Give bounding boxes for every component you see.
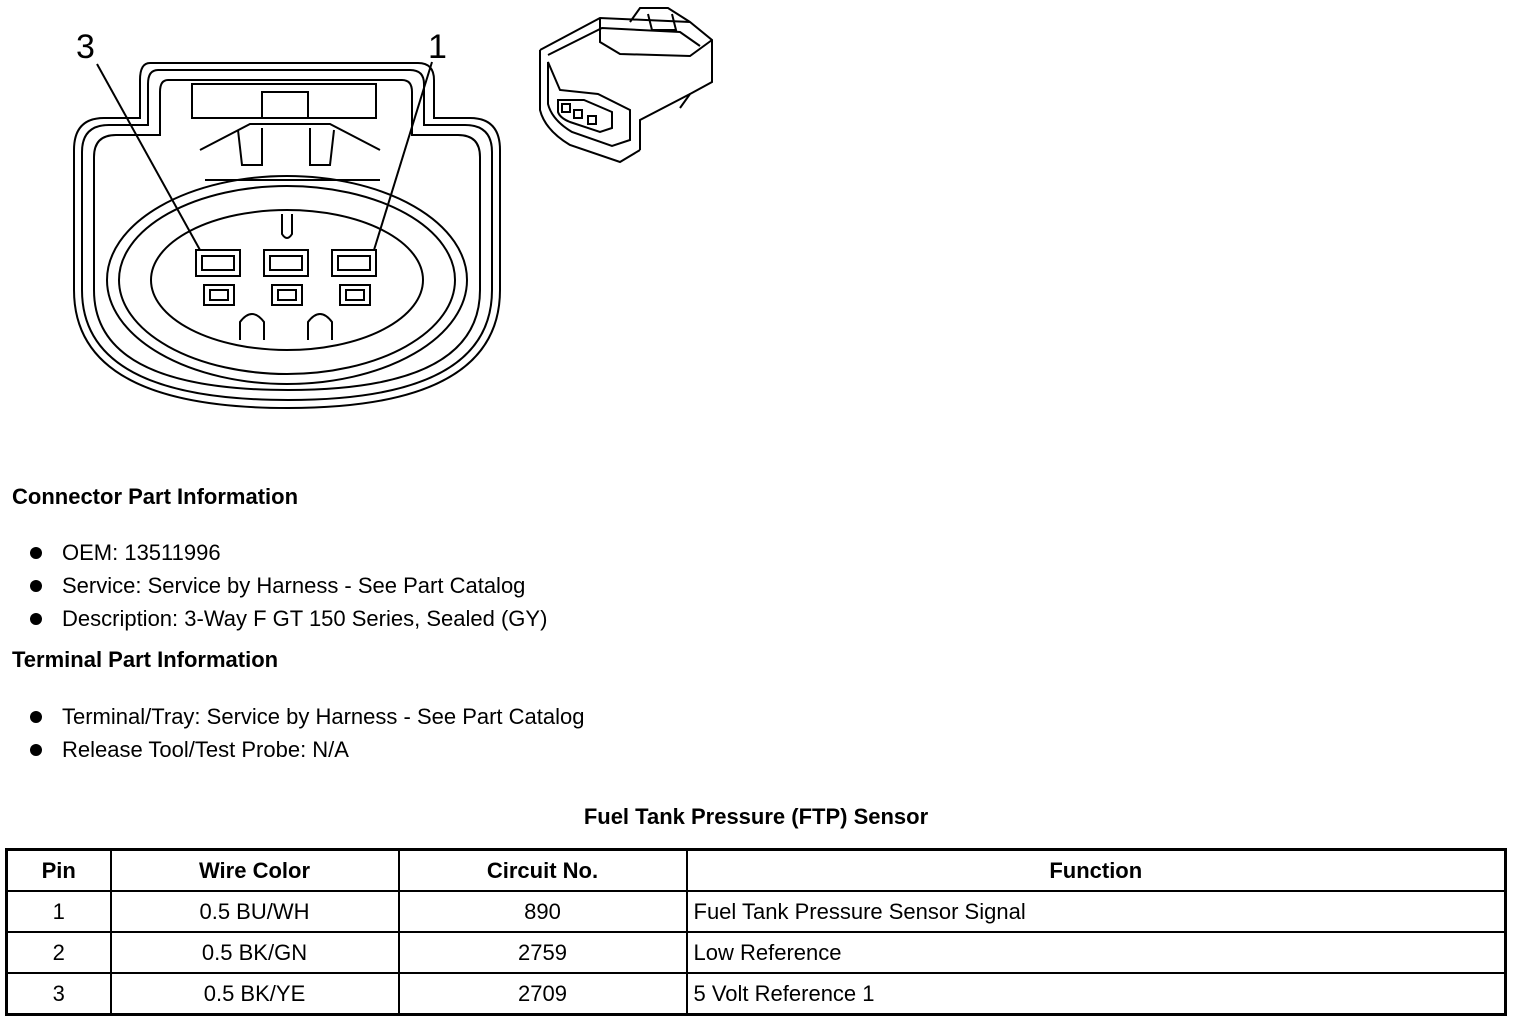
cell-function: Fuel Tank Pressure Sensor Signal bbox=[687, 891, 1506, 932]
cell-wire-color: 0.5 BK/YE bbox=[111, 973, 399, 1015]
table-row bbox=[7, 932, 1506, 973]
list-item: OEM: 13511996 bbox=[30, 536, 547, 569]
header-circuit-no: Circuit No. bbox=[399, 850, 687, 892]
bullet-icon bbox=[30, 547, 42, 559]
list-item: Service: Service by Harness - See Part Catalog bbox=[30, 569, 547, 602]
table-title: Fuel Tank Pressure (FTP) Sensor bbox=[583, 804, 929, 829]
cell-circuit-no: 2709 bbox=[399, 973, 687, 1015]
cell-pin: 3 bbox=[7, 973, 111, 1015]
header-function: Function bbox=[687, 850, 1506, 892]
list-item: Terminal/Tray: Service by Harness - See Part Catalog bbox=[30, 700, 585, 733]
bullet-icon bbox=[30, 580, 42, 592]
bullet-icon bbox=[30, 613, 42, 625]
table-header-row bbox=[7, 850, 1506, 892]
pin-3-callout: 3 bbox=[76, 28, 95, 66]
table-row bbox=[7, 973, 1506, 1015]
list-item: Description: 3-Way F GT 150 Series, Sealed (GY) bbox=[30, 602, 547, 635]
connector-isometric-diagram bbox=[0, 0, 760, 190]
connector-part-list bbox=[30, 536, 547, 635]
pinout-table bbox=[5, 848, 1507, 1016]
cell-pin: 1 bbox=[7, 891, 111, 932]
list-item: Release Tool/Test Probe: N/A bbox=[30, 733, 585, 766]
cell-function: 5 Volt Reference 1 bbox=[687, 973, 1506, 1015]
terminal-part-list bbox=[30, 700, 585, 766]
bullet-icon bbox=[30, 744, 42, 756]
cell-wire-color: 0.5 BK/GN bbox=[111, 932, 399, 973]
bullet-icon bbox=[30, 711, 42, 723]
pin-1-callout: 1 bbox=[428, 28, 447, 66]
cell-circuit-no: 890 bbox=[399, 891, 687, 932]
cell-pin: 2 bbox=[7, 932, 111, 973]
cell-wire-color: 0.5 BU/WH bbox=[111, 891, 399, 932]
header-pin: Pin bbox=[7, 850, 111, 892]
cell-function: Low Reference bbox=[687, 932, 1506, 973]
cell-circuit-no: 2759 bbox=[399, 932, 687, 973]
connector-part-heading: Connector Part Information bbox=[12, 484, 299, 509]
table-row bbox=[7, 891, 1506, 932]
header-wire-color: Wire Color bbox=[111, 850, 399, 892]
terminal-part-heading: Terminal Part Information bbox=[12, 647, 279, 672]
